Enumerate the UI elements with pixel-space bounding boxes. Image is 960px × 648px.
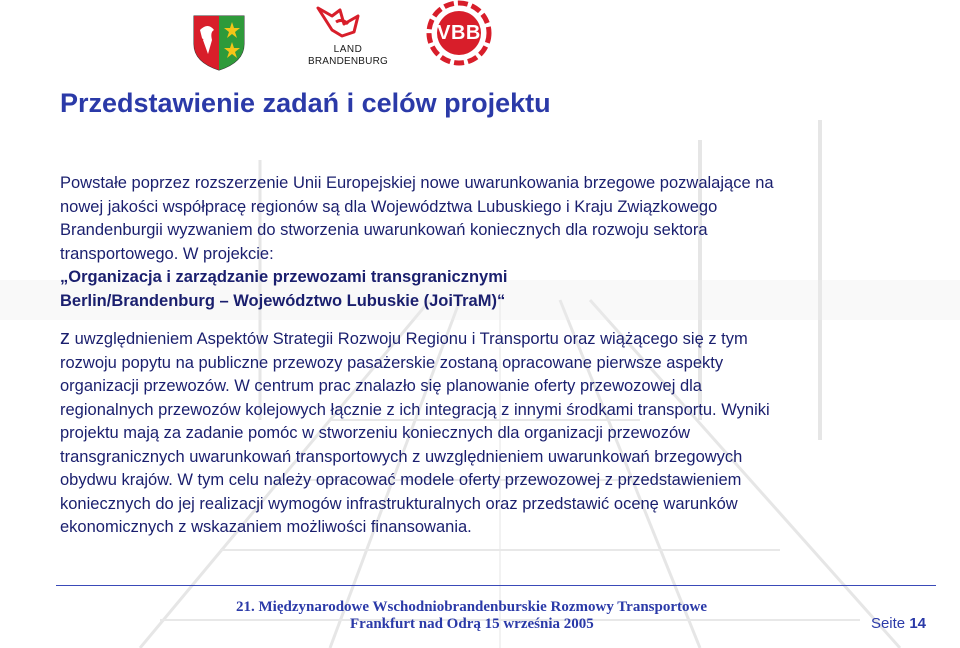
project-name-line-1: „Organizacja i zarządzanie przewozami transgranicznymi (60, 268, 508, 286)
details-line-7: obydwu krajów. W tym celu należy opracować modele oferty przewozowej z przedstawieniem (60, 471, 742, 489)
details-line-3: organizacji przewozów. W centrum prac znalazło się planowanie oferty przewozowej dla (60, 377, 702, 395)
intro-line-1: Powstałe poprzez rozszerzenie Unii Europejskiej nowe uwarunkowania brzegowe pozwalające na (60, 174, 774, 192)
details-line-4: regionalnych przewozów kolejowych łącznie z ich integracją z innymi środkami transportu. Wyniki (60, 400, 770, 419)
vbb-logo (426, 0, 492, 66)
details-line-2: rozwoju popytu na publiczne przewozy pasażerskie zostaną opracowane pierwsze aspekty (60, 353, 724, 372)
details-line-6: transgranicznych uwarunkowań transportowych z uwzględnieniem uwarunkowań brzegowych (60, 447, 743, 466)
footer-event-title: 21. Międzynarodowe Wschodniobrandenburskie Rozmowy Transportowe (236, 599, 708, 615)
footer-event-date: Frankfurt nad Odrą 15 września 2005 (350, 616, 594, 632)
page-title: Przedstawienie zadań i celów projektu (60, 88, 551, 118)
details-line-1 (60, 327, 890, 352)
brandenburg-eagle-icon (296, 2, 400, 46)
details-line-9: ekonomicznych z wskazaniem możliwości finansowania. (60, 518, 472, 536)
vbb-logo-text: VBB (437, 22, 481, 44)
land-brandenburg-logo (296, 2, 400, 72)
lubuskie-coat-of-arms-logo (190, 10, 248, 72)
page-number-value: 14 (909, 615, 926, 632)
details-initial-z: z (60, 327, 70, 349)
details-line-8: koniecznych do jej realizacji wymogów infrastrukturalnych oraz przedstawić ocenę warunków (60, 494, 738, 513)
page-label: Seite (870, 615, 906, 632)
intro-line-3: Brandenburgii wyzwaniem do stworzenia uwarunkowań koniecznych dla rozwoju sektora (60, 221, 708, 239)
footer-divider (56, 585, 936, 586)
details-line-1-text: uwzględnieniem Aspektów Strategii Rozwoju Regionu i Transportu oraz wiążącego się z tym (70, 330, 748, 348)
page-number (871, 615, 926, 632)
intro-line-2: nowej jakości współpracę regionów są dla Województwa Lubuskiego i Kraju Związkowego (60, 197, 718, 216)
brandenburg-logo-line1: LAND (333, 44, 363, 55)
details-line-5: projektu mają za zadanie pomóc w stworzeniu koniecznych dla organizacji przewozów (60, 424, 691, 442)
brandenburg-logo-line2: BRANDENBURG (308, 56, 388, 67)
project-name-line-2: Berlin/Brandenburg – Województwo Lubuskie (JoiTraM)“ (60, 291, 506, 310)
intro-line-4: transportowego. W projekcie: (60, 244, 274, 263)
body-text (60, 172, 890, 540)
